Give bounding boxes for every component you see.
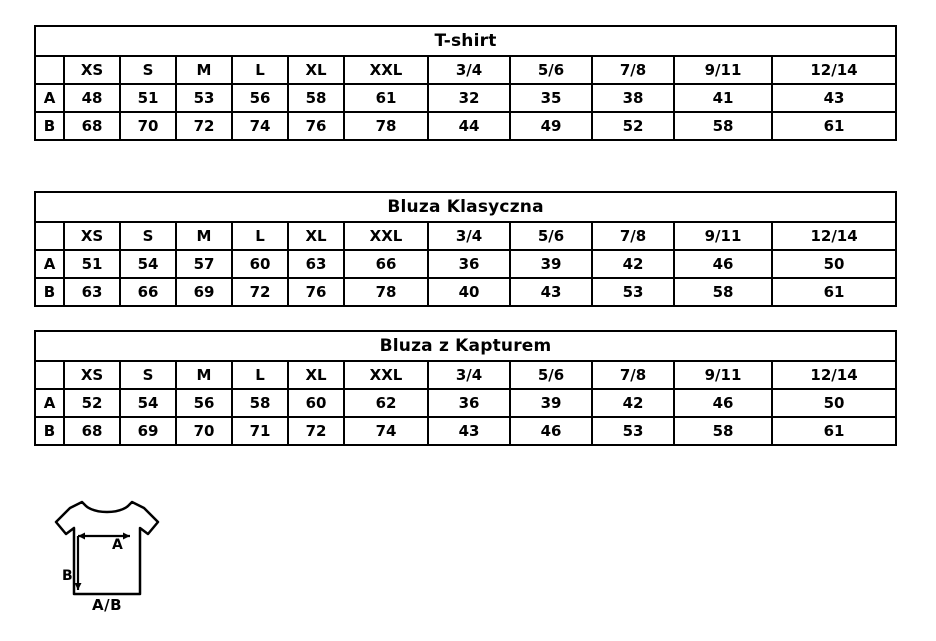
row-label: A bbox=[35, 84, 64, 112]
table-cell: 74 bbox=[344, 417, 428, 445]
table-cell: 62 bbox=[344, 389, 428, 417]
table-cell: 42 bbox=[592, 389, 674, 417]
table-cell: 76 bbox=[288, 278, 344, 306]
table-cell: 50 bbox=[772, 389, 896, 417]
table-cell: 44 bbox=[428, 112, 510, 140]
table-cell: 40 bbox=[428, 278, 510, 306]
row-label: B bbox=[35, 278, 64, 306]
column-header: L bbox=[232, 361, 288, 389]
table-cell: 39 bbox=[510, 250, 592, 278]
table-cell: 57 bbox=[176, 250, 232, 278]
diagram-label-a: A bbox=[112, 537, 123, 553]
table-cell: 70 bbox=[120, 112, 176, 140]
column-header: M bbox=[176, 56, 232, 84]
table-cell: 52 bbox=[64, 389, 120, 417]
table-cell: 58 bbox=[232, 389, 288, 417]
column-header: L bbox=[232, 222, 288, 250]
table-cell: 46 bbox=[674, 389, 772, 417]
table-cell: 61 bbox=[772, 278, 896, 306]
table-cell: 68 bbox=[64, 417, 120, 445]
table-cell: 69 bbox=[176, 278, 232, 306]
corner-cell bbox=[35, 56, 64, 84]
table-cell: 36 bbox=[428, 389, 510, 417]
table-row bbox=[35, 84, 896, 112]
column-header: 12/14 bbox=[772, 222, 896, 250]
column-header: L bbox=[232, 56, 288, 84]
table-title: T-shirt bbox=[35, 26, 896, 56]
column-header: XL bbox=[288, 361, 344, 389]
table-cell: 32 bbox=[428, 84, 510, 112]
table-title-row bbox=[35, 192, 896, 222]
table-title: Bluza z Kapturem bbox=[35, 331, 896, 361]
table-cell: 60 bbox=[232, 250, 288, 278]
table-cell: 72 bbox=[288, 417, 344, 445]
corner-cell bbox=[35, 361, 64, 389]
diagram-label-b: B bbox=[62, 568, 73, 584]
column-header: 9/11 bbox=[674, 222, 772, 250]
table-cell: 61 bbox=[344, 84, 428, 112]
table-cell: 69 bbox=[120, 417, 176, 445]
column-header: XL bbox=[288, 56, 344, 84]
table-cell: 53 bbox=[176, 84, 232, 112]
table-cell: 56 bbox=[232, 84, 288, 112]
corner-cell bbox=[35, 222, 64, 250]
table-cell: 54 bbox=[120, 389, 176, 417]
table-cell: 61 bbox=[772, 417, 896, 445]
table-cell: 56 bbox=[176, 389, 232, 417]
table-cell: 43 bbox=[772, 84, 896, 112]
table-cell: 63 bbox=[64, 278, 120, 306]
column-header: 7/8 bbox=[592, 56, 674, 84]
table-cell: 66 bbox=[344, 250, 428, 278]
table-cell: 53 bbox=[592, 278, 674, 306]
table-header-row bbox=[35, 222, 896, 250]
row-label: A bbox=[35, 250, 64, 278]
column-header: 3/4 bbox=[428, 222, 510, 250]
table-title-row bbox=[35, 26, 896, 56]
column-header: M bbox=[176, 222, 232, 250]
table-cell: 48 bbox=[64, 84, 120, 112]
table-cell: 50 bbox=[772, 250, 896, 278]
table-cell: 41 bbox=[674, 84, 772, 112]
table-cell: 42 bbox=[592, 250, 674, 278]
table-cell: 74 bbox=[232, 112, 288, 140]
table-row bbox=[35, 278, 896, 306]
table-cell: 72 bbox=[232, 278, 288, 306]
table-row bbox=[35, 389, 896, 417]
table-cell: 58 bbox=[674, 417, 772, 445]
row-label: B bbox=[35, 417, 64, 445]
column-header: XS bbox=[64, 361, 120, 389]
table-cell: 71 bbox=[232, 417, 288, 445]
table-cell: 53 bbox=[592, 417, 674, 445]
table-cell: 52 bbox=[592, 112, 674, 140]
column-header: S bbox=[120, 56, 176, 84]
table-cell: 70 bbox=[176, 417, 232, 445]
diagram-caption: A/B bbox=[91, 596, 123, 614]
table-cell: 63 bbox=[288, 250, 344, 278]
table-cell: 58 bbox=[288, 84, 344, 112]
column-header: M bbox=[176, 361, 232, 389]
column-header: S bbox=[120, 361, 176, 389]
table-cell: 78 bbox=[344, 278, 428, 306]
row-label: B bbox=[35, 112, 64, 140]
table-cell: 43 bbox=[428, 417, 510, 445]
table-title-row bbox=[35, 331, 896, 361]
size-table-bluza-klasyczna bbox=[34, 191, 897, 307]
column-header: S bbox=[120, 222, 176, 250]
table-row bbox=[35, 112, 896, 140]
row-label: A bbox=[35, 389, 64, 417]
table-cell: 39 bbox=[510, 389, 592, 417]
column-header: XXL bbox=[344, 222, 428, 250]
table-cell: 51 bbox=[120, 84, 176, 112]
column-header: 5/6 bbox=[510, 56, 592, 84]
table-cell: 76 bbox=[288, 112, 344, 140]
table-cell: 61 bbox=[772, 112, 896, 140]
column-header: 5/6 bbox=[510, 361, 592, 389]
column-header: XXL bbox=[344, 361, 428, 389]
column-header: XS bbox=[64, 56, 120, 84]
table-row bbox=[35, 250, 896, 278]
column-header: 12/14 bbox=[772, 56, 896, 84]
column-header: 12/14 bbox=[772, 361, 896, 389]
table-cell: 46 bbox=[510, 417, 592, 445]
table-header-row bbox=[35, 361, 896, 389]
column-header: 3/4 bbox=[428, 361, 510, 389]
table-cell: 46 bbox=[674, 250, 772, 278]
table-cell: 51 bbox=[64, 250, 120, 278]
column-header: 7/8 bbox=[592, 361, 674, 389]
table-cell: 72 bbox=[176, 112, 232, 140]
table-cell: 54 bbox=[120, 250, 176, 278]
column-header: 5/6 bbox=[510, 222, 592, 250]
size-table-tshirt bbox=[34, 25, 897, 141]
column-header: 7/8 bbox=[592, 222, 674, 250]
table-cell: 49 bbox=[510, 112, 592, 140]
column-header: 3/4 bbox=[428, 56, 510, 84]
table-cell: 66 bbox=[120, 278, 176, 306]
column-header: 9/11 bbox=[674, 56, 772, 84]
table-cell: 68 bbox=[64, 112, 120, 140]
table-cell: 38 bbox=[592, 84, 674, 112]
table-title: Bluza Klasyczna bbox=[35, 192, 896, 222]
table-header-row bbox=[35, 56, 896, 84]
table-cell: 43 bbox=[510, 278, 592, 306]
table-cell: 36 bbox=[428, 250, 510, 278]
table-cell: 58 bbox=[674, 112, 772, 140]
size-table-bluza-z-kapturem bbox=[34, 330, 897, 446]
table-cell: 60 bbox=[288, 389, 344, 417]
column-header: XL bbox=[288, 222, 344, 250]
column-header: XXL bbox=[344, 56, 428, 84]
table-cell: 58 bbox=[674, 278, 772, 306]
table-row bbox=[35, 417, 896, 445]
column-header: 9/11 bbox=[674, 361, 772, 389]
column-header: XS bbox=[64, 222, 120, 250]
table-cell: 78 bbox=[344, 112, 428, 140]
table-cell: 35 bbox=[510, 84, 592, 112]
